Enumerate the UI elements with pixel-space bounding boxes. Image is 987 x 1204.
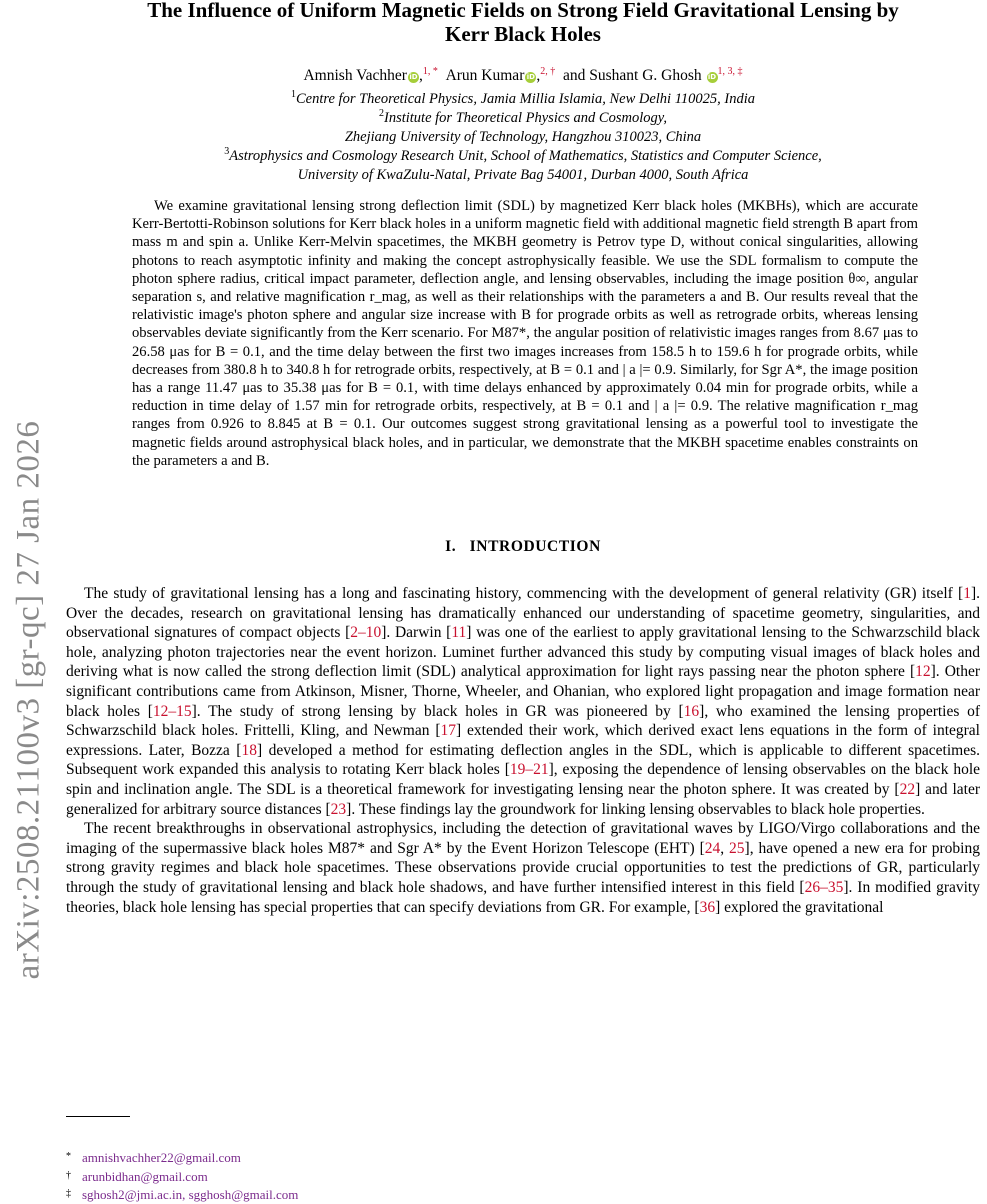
citation-link[interactable]: 17 bbox=[440, 722, 456, 740]
section-heading: I. INTRODUCTION bbox=[445, 538, 601, 556]
author-name: Sushant G. Ghosh bbox=[589, 67, 702, 84]
footnote: ‡ sghosh2@jmi.ac.in, sgghosh@gmail.com bbox=[66, 1187, 299, 1202]
email-link[interactable]: amnishvachher22@gmail.com bbox=[82, 1150, 241, 1165]
author-affil-marker[interactable]: 2, † bbox=[540, 65, 556, 77]
author-affil-marker[interactable]: 1, * bbox=[422, 65, 438, 77]
affiliation-line: $^1$Centre for Theoretical Physics, Jamia Millia Islamia, New Delhi 110025, India bbox=[291, 89, 755, 107]
email-link[interactable]: sghosh2@jmi.ac.in, sgghosh@gmail.com bbox=[82, 1187, 299, 1202]
title-line-1: The Influence of Uniform Magnetic Fields on Strong Field Gravitational Lensing by bbox=[147, 0, 899, 22]
footnote-rule bbox=[66, 1116, 130, 1117]
arxiv-identifier: arXiv:2508.21100v3 [gr-qc] 27 Jan 2026 bbox=[10, 420, 47, 980]
author-affil-marker[interactable]: 1, 3, ‡ bbox=[717, 65, 743, 77]
orcid-icon[interactable]: iD bbox=[526, 73, 535, 81]
citation-link[interactable]: 23 bbox=[330, 800, 347, 818]
citation-link[interactable]: 36 bbox=[699, 898, 716, 916]
email-link[interactable]: arunbidhan@gmail.com bbox=[82, 1168, 208, 1184]
affiliation-line: University of KwaZulu-Natal, Private Bag 54001, Durban 4000, South Africa bbox=[297, 167, 749, 183]
citation-link[interactable]: 16 bbox=[683, 702, 700, 720]
abstract: We examine gravitational lensing strong deflection limit (SDL) by magnetized Kerr black holes (MKBHs), which are accurate Kerr-Bertotti-Robinson solutions for Kerr black holes in a uniform magnetic field with additional magnetic field strength B apart from mass m and spin a. Unlike Kerr-Melvin spacetimes, the MKBH geometry is Petrov type D, without conical singularities, allowing photons to reach asymptotic infinity and making the concept astrophysically feasible. We use the SDL formalism to compute the photon sphere radius, critical impact parameter, deflection angle, and lensing observables, including the image position θ∞, angular separation s, and relative magnification r_mag, as well as their relationships with the parameters a and B. Our results reveal that the relativistic image's photon sphere and angular size increase with B for prograde orbits as well as retrograde orbits, whereas lensing observables deviate significantly from the Kerr scenario. For M87*, the angular position of relativistic images ranges from 8.67 μas to 26.58 μas for B = 0.1, and the time delay between the first two images increases from 158.5 h to 159.6 h for prograde orbits, while decreases from 380.8 h to 340.8 h for retrograde orbits, respectively, at B = 0.1 and | a |= 0.9. Similarly, for Sgr A*, the image position has a range 11.47 μas to 35.38 μas for B = 0.1, with time delays enhanced by approximately 0.04 min for prograde orbits, while a reduction in time delay of 1.57 min for retrograde orbits, respectively, at B = 0.1 and | a |= 0.9. The relative magnification r_mag ranges from 0.926 to 8.845 at B = 0.1. Our outcomes suggest strong gravitational lensing as a powerful tool to investigate the magnetic fields around astrophysical black holes, and in particular, we demonstrate that the MKBH spacetime enables constraints on the parameters a and B. bbox=[132, 198, 918, 469]
citation-link[interactable]: 24 bbox=[704, 839, 721, 857]
citation-link[interactable]: 12–15 bbox=[152, 702, 192, 720]
affiliation-line: $^3$Astrophysics and Cosmology Research Unit, School of Mathematics, Statistics and Computer Science, bbox=[224, 146, 822, 164]
title-line-2: Kerr Black Holes bbox=[445, 22, 601, 46]
author-name: Arun Kumar bbox=[445, 67, 525, 84]
footnote: † arunbidhan@gmail.com bbox=[66, 1168, 208, 1184]
footnotes bbox=[66, 1148, 298, 1204]
affiliation-line: $^2$Institute for Theoretical Physics and Cosmology, bbox=[379, 108, 667, 126]
citation-link[interactable]: 11 bbox=[451, 624, 467, 642]
citation-link[interactable]: 12 bbox=[915, 663, 931, 681]
paper-title bbox=[66, 0, 980, 46]
author-list: Amnish Vachher iD,$^{1, *}$ Arun Kumar iD,$^{2, \dagger}$ and Sushant G. Ghosh $iD^{1, 3, \ddagger}$ bbox=[303, 65, 743, 84]
affiliation-line: Zhejiang University of Technology, Hangzhou 310023, China bbox=[344, 129, 702, 145]
intro-paragraph-1: The study of gravitational lensing has a long and fascinating history, commencing with the development of general relativity (GR) itself [1]. Over the decades, research on gravitational lensing has dramatically enhanced our understanding of spacetime geometry, singularities, and observational signatures of compact objects [2–10]. Darwin [11] was one of the earliest to apply gravitational lensing to the Schwarzschild black hole, analyzing photon trajectories near the event horizon. Luminet further advanced this study by computing visual images of black holes and deriving what is now called the strong deflection limit (SDL) analytical approximation for light rays passing near the photon sphere [12]. Other significant contributions came from Atkinson, Misner, Thorne, Wheeler, and Ohanian, who explored light propagation and image formation near black holes [12–15]. The study of strong lensing by black holes in GR was pioneered by [16], who examined the lensing properties of Schwarzschild black holes. Frittelli, Kling, and Newman [17] extended their work, which derived exact lens equations in the form of integral expressions. Later, Bozza [18] developed a method for estimating deflection angles in the SDL, which is applicable to different spacetimes. Subsequent work expanded this analysis to rotating Kerr black holes [19–21], exposing the dependence of lensing observables on the black hole spin and inclination angle. The SDL is a theoretical framework for investigating lensing near the photon sphere. It was created by [22] and later generalized for arbitrary source distances [23]. These findings lay the groundwork for linking lensing observables to black hole properties. bbox=[66, 585, 981, 818]
affiliations bbox=[66, 90, 980, 185]
orcid-icon[interactable]: iD bbox=[409, 73, 418, 81]
citation-link[interactable]: 1 bbox=[963, 585, 971, 603]
arxiv-sidebar bbox=[0, 270, 64, 1130]
footnote: * amnishvachher22@gmail.com bbox=[66, 1150, 241, 1165]
author-name: Amnish Vachher bbox=[303, 67, 407, 84]
citation-link[interactable]: 25 bbox=[729, 839, 745, 857]
citation-link[interactable]: 18 bbox=[241, 741, 257, 759]
citation-link[interactable]: 19–21 bbox=[509, 761, 549, 779]
intro-paragraph-2: The recent breakthroughs in observational astrophysics, including the detection of gravitational waves by LIGO/Virgo collaborations and the imaging of the supermassive black holes M87* and Sgr A* by the Event Horizon Telescope (EHT) [24, 25], have opened a new era for probing strong gravity regimes and black hole spacetimes. These observations provide crucial opportunities to test the predictions of GR, particularly through the study of gravitational lensing and black hole shadows, and have further intensified interest in this field [26–35]. In modified gravity theories, black hole lensing has special properties that can specify deviations from GR. For example, [36] explored the gravitational bbox=[66, 820, 980, 916]
citation-link[interactable]: 22 bbox=[899, 780, 916, 798]
citation-link[interactable]: 2–10 bbox=[350, 624, 382, 642]
citation-link[interactable]: 26–35 bbox=[804, 878, 844, 896]
orcid-icon[interactable]: iD bbox=[707, 73, 717, 81]
paper-page bbox=[66, 0, 981, 1202]
